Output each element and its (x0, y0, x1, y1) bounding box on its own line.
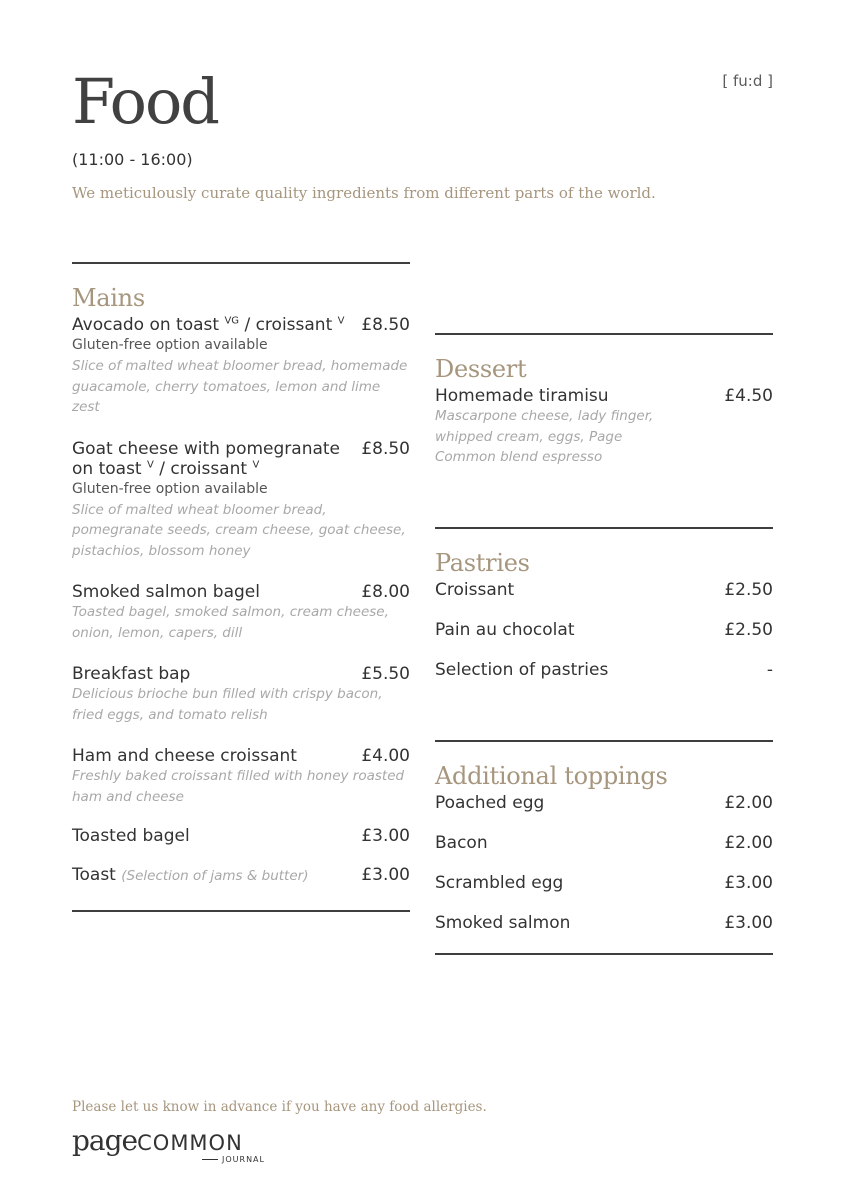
item-price: £4.50 (724, 386, 773, 406)
item-price: £3.00 (724, 913, 773, 933)
section-title-dessert: Dessert (435, 355, 527, 383)
item-name: Pain au chocolat (435, 620, 575, 640)
item-price: £8.00 (361, 582, 410, 602)
pastries-section (435, 527, 773, 680)
dietary-marker: V (252, 458, 260, 470)
item-description: Freshly baked croissant filled with honey roasted ham and cheese (72, 768, 405, 805)
dessert-section (435, 333, 773, 468)
menu-item (435, 386, 773, 468)
item-note: Gluten-free option available (72, 480, 268, 497)
item-note: Gluten-free option available (72, 337, 268, 353)
item-name: Smoked salmon (435, 913, 571, 933)
menu-item (435, 620, 773, 640)
menu-item (72, 439, 410, 562)
section-divider (435, 953, 773, 955)
item-description: Mascarpone cheese, lady finger, whipped cream, eggs, Page Common blend espresso (435, 408, 654, 465)
item-name: Avocado on toast $^{VG}$ / croissant $^V$ (72, 315, 345, 335)
item-price: £8.50 (361, 315, 410, 335)
item-name: Poached egg (435, 793, 545, 813)
item-name: Croissant (435, 580, 515, 600)
section-title-mains: Mains (72, 284, 145, 312)
allergy-note: Please let us know in advance if you have any food allergies. (72, 1099, 487, 1115)
mains-section (72, 262, 410, 912)
section-divider (72, 262, 410, 264)
section-divider (72, 910, 410, 912)
item-description: Delicious brioche bun filled with crispy bacon, fried eggs, and tomato relish (72, 686, 383, 723)
dietary-marker: V (337, 315, 345, 327)
section-divider (435, 740, 773, 742)
item-inline-description: (Selection of jams & butter) (121, 868, 309, 884)
item-name: Breakfast bap (72, 664, 191, 684)
item-name: Selection of pastries (435, 660, 609, 680)
item-name: Toasted bagel (72, 826, 190, 846)
menu-item (435, 913, 773, 933)
item-price: £2.00 (724, 833, 773, 853)
brand-logo (72, 1124, 265, 1164)
item-price: - (766, 660, 773, 680)
section-divider (435, 333, 773, 335)
section-title-pastries: Pastries (435, 549, 530, 577)
menu-item (72, 582, 410, 643)
phonetic-label: [ fu:d ] (722, 72, 773, 90)
item-price: £2.50 (724, 580, 773, 600)
item-price: £3.00 (361, 865, 410, 885)
item-name: Bacon (435, 833, 488, 853)
item-name: Toast (Selection of jams & butter) (72, 865, 309, 885)
item-name: Goat cheese with pomegranate on toast $^V$ / croissant $^V$ (72, 438, 341, 479)
menu-item (72, 865, 410, 886)
menu-item (435, 580, 773, 600)
tagline: We meticulously curate quality ingredients from different parts of the world. (72, 184, 656, 202)
item-price: £8.50 (361, 438, 410, 459)
page-title: Food (72, 65, 218, 138)
logo-common-text: COMMON (137, 1131, 243, 1155)
menu-item (435, 873, 773, 893)
item-price: £2.50 (724, 620, 773, 640)
menu-item (72, 826, 410, 846)
menu-item (72, 746, 410, 807)
item-price: £4.00 (361, 746, 410, 766)
item-name: Ham and cheese croissant (72, 746, 297, 766)
section-divider (435, 527, 773, 529)
item-description: Slice of malted wheat bloomer bread, pomegranate seeds, cream cheese, goat cheese, pistachios, blossom honey (72, 501, 406, 559)
item-name: Smoked salmon bagel (72, 582, 260, 602)
toppings-section (435, 740, 773, 955)
logo-journal-text: JOURNAL (202, 1155, 265, 1164)
dietary-marker: VG (224, 315, 240, 327)
dietary-marker: V (147, 458, 154, 470)
section-title-toppings: Additional toppings (435, 762, 668, 790)
logo-page-text: page (72, 1124, 138, 1157)
item-name: Scrambled egg (435, 873, 564, 893)
item-price: £3.00 (724, 873, 773, 893)
menu-item (72, 664, 410, 725)
item-price: £3.00 (361, 826, 410, 846)
menu-item (72, 315, 410, 418)
item-name: Homemade tiramisu (435, 386, 609, 406)
opening-hours: (11:00 - 16:00) (72, 150, 193, 169)
menu-item (435, 793, 773, 813)
item-price: £2.00 (724, 793, 773, 813)
item-description: Toasted bagel, smoked salmon, cream cheese, onion, lemon, capers, dill (72, 604, 389, 641)
item-price: £5.50 (361, 664, 410, 684)
menu-item (435, 660, 773, 680)
item-description: Slice of malted wheat bloomer bread, homemade guacamole, cherry tomatoes, lemon and lime zest (72, 358, 408, 415)
menu-item (435, 833, 773, 853)
